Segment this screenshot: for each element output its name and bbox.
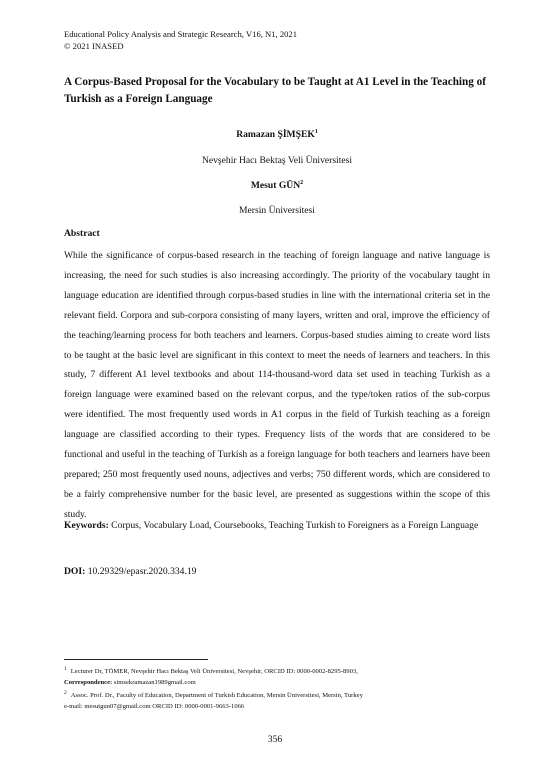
author-2 (64, 180, 490, 191)
footnote-2-contact[interactable]: e-mail: mesutgun07@gmail.com ORCID ID: 0000-0001-9663-1066 (64, 702, 245, 710)
running-header (64, 29, 297, 52)
footnote-1 (64, 664, 490, 688)
page-number: 356 (267, 734, 283, 745)
footnote-2 (64, 688, 490, 712)
author-1 (64, 129, 490, 140)
paper-title: A Corpus-Based Proposal for the Vocabulary to be Taught at A1 Level in the Teaching of Turkish as a Foreign Language (64, 76, 486, 105)
copyright-notice: © 2021 INASED (64, 40, 124, 51)
footnote-2-text: Assoc. Prof. Dr., Faculty of Education, Department of Turkish Education, Mersin Üniversitesi, Mersin, Turkey (70, 692, 363, 700)
journal-citation: Educational Policy Analysis and Strategic Research, V16, N1, 2021 (64, 29, 298, 39)
author-2-name: Mesut GÜN (250, 180, 301, 191)
author-1-name: Ramazan ŞİMŞEK (236, 129, 315, 140)
doi-value[interactable]: 10.29329/epasr.2020.334.19 (87, 566, 197, 577)
keywords-label: Keywords: (64, 520, 109, 531)
footnote-1-text: Lecturer Dr, TÖMER, Nevşehir Hacı Bektaş Veli Üniversitesi, Nevşehir, ORCID ID: 0000-0002-8295-8903, (70, 668, 358, 676)
abstract-heading: Abstract (64, 228, 100, 239)
doi (64, 566, 196, 577)
doi-label: DOI: (64, 566, 86, 577)
keywords-text: Corpus, Vocabulary Load, Coursebooks, Teaching Turkish to Foreigners as a Foreign Language (111, 520, 479, 531)
footnote-2-number: 2 (64, 690, 67, 696)
abstract-text: While the significance of corpus-based research in the teaching of foreign language and native language is increasing, the need for such studies is also increasing accordingly. The priority of the vocabulary taught in language education are identified through corpus-based studies in line with the international criteria set in the relevant field. Corpora and sub-corpora consisting of many layers, written and oral, improve the efficiency of the teaching/learning process for both teachers and learners. Corpus-based studies aiming to create word lists to be taught at the basic level are significant in this context to meet the needs of learners and teachers. In this study, 7 different A1 level textbooks and about 114-thousand-word data set used in teaching Turkish as a foreign language were examined based on the relevant corpus, and the type/token ratios of the sub-corpus were identified. The most frequently used words in A1 corpus in the field of Turkish teaching as a foreign language are classified according to their types. Frequency lists of the words that are considered to be functional and useful in the teaching of Turkish as a foreign language for both teachers and learners have been prepared; 250 most frequently used nouns, adjectives and verbs; 750 different words, which are considered to be a fairly comprehensive number for the basic level, are presented as suggestions within the scope of this study. (64, 250, 490, 520)
author-2-affiliation: Mersin Üniversitesi (239, 205, 315, 216)
footnote-1-number: 1 (64, 666, 67, 672)
author-1-affiliation: Nevşehir Hacı Bektaş Veli Üniversitesi (201, 155, 353, 166)
author-1-mark: 1 (314, 128, 318, 135)
footnote-rule (64, 659, 208, 660)
author-2-mark: 2 (300, 179, 304, 186)
footnote-1-email[interactable]: simsekramazan1989gmail.com (113, 678, 196, 686)
footnote-1-label: Correspondence: (64, 678, 113, 686)
keywords (64, 517, 490, 535)
